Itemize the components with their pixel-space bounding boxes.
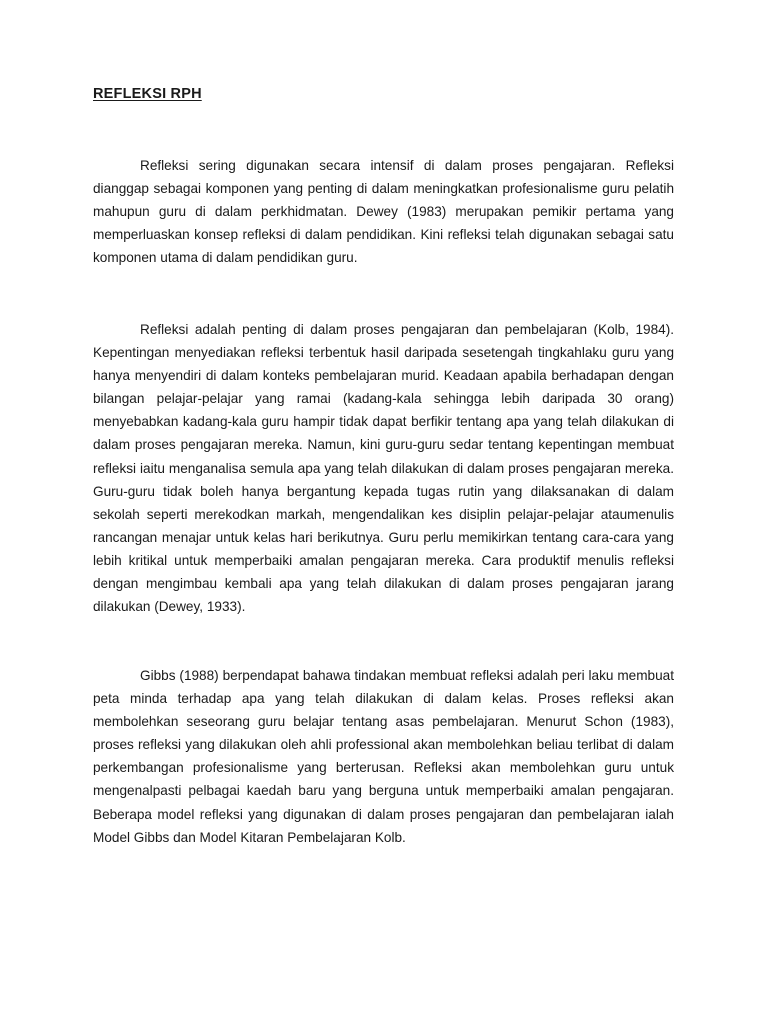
paragraph-3: Gibbs (1988) berpendapat bahawa tindakan membuat refleksi adalah peri laku membuat peta minda terhadap apa yang telah dilakukan di dalam kelas. Proses refleksi akan membolehkan seseorang guru belajar tentang asas pembelajaran. Menurut Schon (1983), proses refleksi yang dilakukan oleh ahli professional akan membolehkan beliau terlibat di dalam perkembangan profesionalisme yang berterusan. Refleksi akan membolehkan guru untuk mengenalpasti pelbagai kaedah baru yang berguna untuk memperbaiki amalan pengajaran. Beberapa model refleksi yang digunakan di dalam proses pengajaran dan pembelajaran ialah Model Gibbs dan Model Kitaran Pembelajaran Kolb.: [93, 668, 674, 845]
document-title: REFLEKSI RPH: [93, 86, 202, 102]
paragraph-2: Refleksi adalah penting di dalam proses pengajaran dan pembelajaran (Kolb, 1984). Kepentingan menyediakan refleksi terbentuk hasil daripada sesetengah tingkahlaku guru yang hanya menyendiri di dalam konteks pembelajaran murid. Keadaan apabila berhadapan dengan bilangan pelajar-pelajar yang ramai (kadang-kala sehingga lebih daripada 30 orang) menyebabkan kadang-kala guru hampir tidak dapat berfikir tentang apa yang telah dilakukan di dalam proses pengajaran mereka. Namun, kini guru-guru sedar tentang kepentingan membuat refleksi iaitu menganalisa semula apa yang telah dilakukan di dalam proses pengajaran mereka. Guru-guru tidak boleh hanya bergantung kepada tugas rutin yang dilaksanakan di dalam sekolah seperti merekodkan markah, mengendalikan kes disiplin pelajar-pelajar ataumenulis rancangan menajar untuk kelas hari berikutnya. Guru perlu memikirkan tentang cara-cara yang lebih kritikal untuk memperbaiki amalan pengajaran mereka. Cara produktif menulis refleksi dengan mengimbau kembali apa yang telah dilakukan di dalam proses pengajaran jarang dilakukan (Dewey, 1933).: [93, 322, 674, 615]
paragraph-1: Refleksi sering digunakan secara intensif di dalam proses pengajaran. Refleksi dianggap sebagai komponen yang penting di dalam meningkatkan profesionalisme guru pelatih mahupun guru di dalam perkhidmatan. Dewey (1983) merupakan pemikir pertama yang memperluaskan konsep refleksi di dalam pendidikan. Kini refleksi telah digunakan sebagai satu komponen utama di dalam pendidikan guru.: [93, 158, 674, 266]
